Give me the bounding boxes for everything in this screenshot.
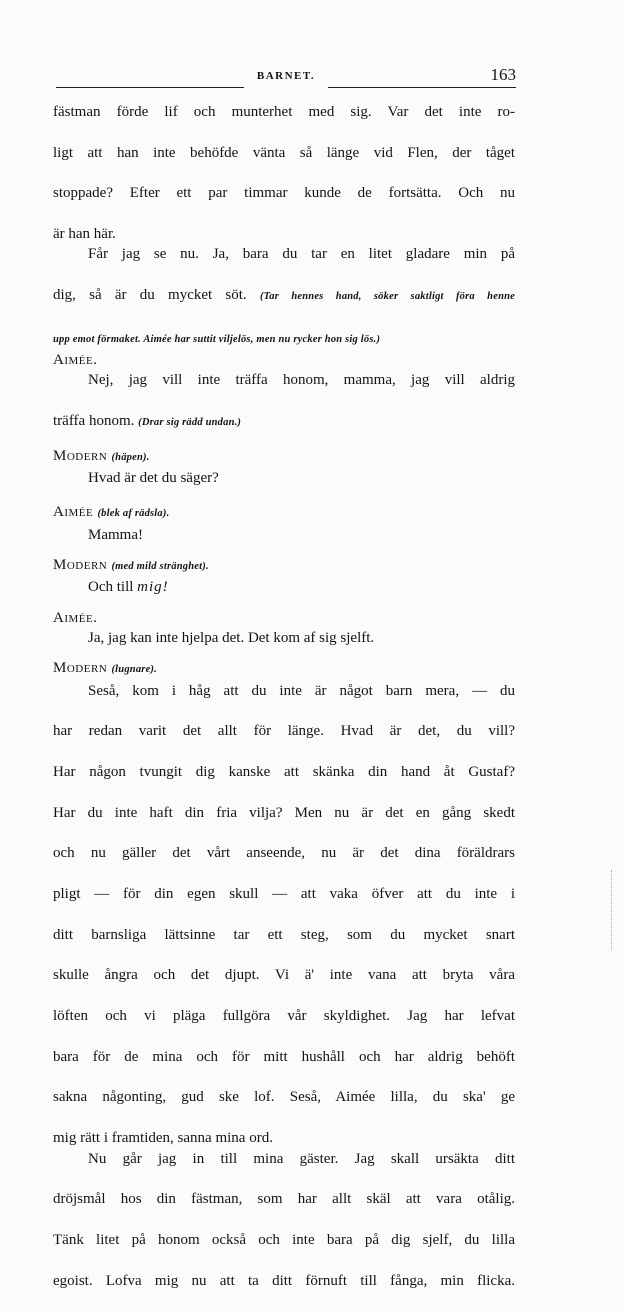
- speaker-name: Modern: [53, 556, 108, 573]
- para1-line: stoppade? Efter ett par timmar kunde de fortsätta. Och nu: [53, 185, 515, 202]
- para3-line: Har någon tvungit dig kanske att skänka din hand åt Gustaf?: [53, 763, 515, 780]
- stage-direction: (lugnare).: [111, 664, 157, 676]
- para3-line: löften och vi pläga fullgöra vår skyldighet. Jag har lefvat: [53, 1008, 515, 1025]
- para2-text: dig, så är du mycket söt.: [53, 287, 247, 304]
- para3-line: Har du inte haft din fria vilja? Men nu är det en gång skedt: [53, 804, 515, 821]
- para1-line: fästman förde lif och munterhet med sig. Var det inte ro-: [53, 104, 515, 120]
- stage-direction: (Drar sig rädd undan.): [138, 417, 242, 429]
- para4-line: Nu går jag in till mina gäster. Jag skall ursäkta ditt: [88, 1150, 515, 1167]
- para3-line: och nu gäller det vårt anseende, nu är det dina föräldrars: [53, 845, 515, 862]
- speaker-name: Modern: [53, 660, 108, 677]
- para1-line: är han här.: [53, 226, 116, 243]
- para3-line: har redan varit det allt för länge. Hvad är det, du vill?: [53, 723, 515, 740]
- margin-mark: [611, 870, 613, 950]
- header-rule-right: [328, 87, 516, 88]
- dialogue-line: [53, 577, 515, 597]
- speaker-name: Aimée: [53, 504, 94, 521]
- para4-line: egoist. Lofva mig nu att ta ditt förnuft till fånga, min flicka.: [53, 1272, 515, 1289]
- para3-line: bara för de mina och för mitt hushåll och har aldrig behöft: [53, 1048, 515, 1065]
- speaker-modern: [53, 446, 515, 468]
- stage-direction: (Tar hennes hand, söker saktligt föra henne: [259, 291, 516, 303]
- running-header: [56, 65, 516, 90]
- para4-line: Tänk litet på honom också och inte bara på dig sjelf, du lilla: [53, 1231, 515, 1248]
- speaker-modern: [53, 555, 515, 577]
- dialogue-line: [53, 411, 515, 433]
- speaker-aimee: Aimée.: [53, 352, 98, 369]
- dialogue-text: Och till: [88, 579, 134, 596]
- para1-line: ligt att han inte behöfde vänta så länge vid Flen, der tåget: [53, 144, 515, 161]
- para2-line: [53, 328, 515, 350]
- stage-direction: (blek af rädsla).: [97, 508, 170, 520]
- page-text: [53, 102, 515, 1311]
- speaker-aimee: [53, 502, 515, 524]
- para3-line: Seså, kom i håg att du inte är något barn mera, — du: [88, 682, 515, 699]
- dialogue-line: Hvad är det du säger?: [88, 469, 219, 486]
- para3-line: pligt — för din egen skull — att vaka öfver att du inte i: [53, 886, 515, 903]
- speaker-aimee: Aimée.: [53, 609, 98, 626]
- para4-line: dröjsmål hos din fästman, som har allt skäl att vara otålig.: [53, 1191, 515, 1208]
- header-title: BARNET.: [256, 70, 316, 82]
- emphasis: mig!: [137, 579, 169, 596]
- stage-direction: (med mild stränghet).: [111, 560, 209, 572]
- para2-line: Får jag se nu. Ja, bara du tar en litet gladare min på: [88, 246, 515, 263]
- para3-line: skulle ångra och det djupt. Vi ä' inte vana att bryta våra: [53, 967, 515, 984]
- stage-direction: upp emot förmaket. Aimée har suttit viljelös, men nu rycker hon sig lös.): [53, 333, 381, 345]
- stage-direction: (häpen).: [111, 451, 150, 463]
- header-rule-left: [56, 87, 244, 88]
- dialogue-text: träffa honom.: [53, 413, 135, 430]
- dialogue-line: Ja, jag kan inte hjelpa det. Det kom af sig sjelft.: [88, 629, 375, 646]
- speaker-name: Modern: [53, 447, 108, 464]
- dialogue-line: Mamma!: [88, 526, 143, 543]
- speaker-modern: [53, 658, 515, 680]
- para3-line: sakna någonting, gud ske lof. Seså, Aimée lilla, du ska' ge: [53, 1089, 515, 1106]
- page-number: 163: [490, 65, 516, 84]
- para3-line: ditt barnsliga lättsinne tar ett steg, som du mycket snart: [53, 926, 515, 943]
- para2-line: [53, 285, 515, 328]
- para3-line: mig rätt i framtiden, sanna mina ord.: [53, 1130, 273, 1147]
- dialogue-line: Nej, jag vill inte träffa honom, mamma, jag vill aldrig: [88, 372, 515, 389]
